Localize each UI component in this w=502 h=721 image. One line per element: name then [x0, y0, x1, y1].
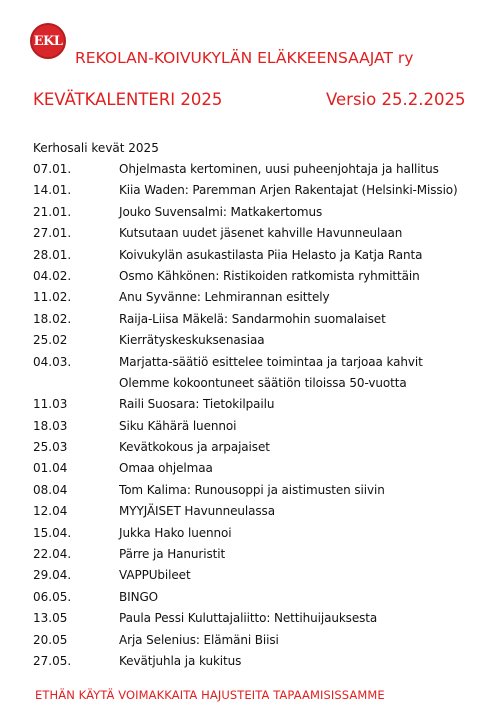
event-date: 25.02 [33, 333, 68, 348]
event-list [0, 159, 502, 672]
event-description: Jouko Suvensalmi: Matkakertomus [119, 204, 323, 219]
event-row [0, 608, 502, 629]
event-row [0, 180, 502, 201]
event-description: Osmo Kähkönen: Ristikoiden ratkomista ryhmittäin [119, 268, 420, 283]
event-description: Tom Kalima: Runousoppi ja aistimusten siivin [119, 482, 385, 497]
event-date: 06.05. [33, 589, 72, 604]
event-row [0, 523, 502, 544]
event-row [0, 202, 502, 223]
venue-subtitle: Kerhosali kevät 2025 [33, 141, 159, 155]
event-date: 29.04. [33, 568, 72, 583]
event-date: 04.02. [33, 268, 72, 283]
event-row [0, 437, 502, 458]
event-description: Ohjelmasta kertominen, uusi puheenjohtaja ja hallitus [119, 162, 439, 176]
calendar-title: KEVÄTKALENTERI 2025 [33, 90, 223, 109]
event-date: 18.02. [33, 311, 72, 326]
event-row [0, 352, 502, 373]
footer-notice: ETHÄN KÄYTÄ VOIMAKKAITA HAJUSTEITA TAPAAMISISSAMME [35, 688, 385, 702]
event-description: Siku Kähärä luennoi [119, 418, 237, 433]
event-date: 01.04 [33, 461, 68, 476]
event-description: Paula Pessi Kuluttajaliitto: Nettihuijauksesta [119, 611, 378, 626]
event-description: Kevätjuhla ja kukitus [119, 653, 242, 668]
event-date: 27.05. [33, 653, 72, 668]
event-description: Raili Suosara: Tietokilpailu [119, 397, 275, 412]
event-date: 11.03 [33, 397, 68, 412]
event-date: 07.01. [33, 162, 72, 176]
event-row [0, 159, 502, 180]
event-date: 21.01. [33, 204, 72, 219]
event-row [0, 458, 502, 479]
event-description: Pärre ja Hanuristit [119, 547, 226, 562]
event-row [0, 416, 502, 437]
event-description: Omaa ohjelmaa [119, 461, 213, 476]
organization-name: REKOLAN-KOIVUKYLÄN ELÄKKEENSAAJAT ry [75, 49, 414, 67]
event-description: Arja Selenius: Elämäni Biisi [119, 632, 279, 647]
event-row [0, 373, 502, 394]
event-date: 28.01. [33, 247, 72, 262]
event-row [0, 587, 502, 608]
event-row [0, 480, 502, 501]
event-date: 22.04. [33, 547, 72, 562]
event-description: Kutsutaan uudet jäsenet kahville Havunneulaan [119, 226, 403, 241]
event-description: VAPPUbileet [119, 568, 191, 583]
event-description: BINGO [119, 589, 158, 604]
event-description: Marjatta-säätiö esittelee toimintaa ja tarjoaa kahvit [119, 354, 423, 369]
event-date: 04.03. [33, 354, 72, 369]
event-date: 27.01. [33, 226, 72, 241]
event-description: MYYJÄISET Havunneulassa [119, 504, 275, 519]
event-description: Raija-Liisa Mäkelä: Sandarmohin suomalaiset [119, 311, 386, 326]
event-row [0, 245, 502, 266]
event-row [0, 223, 502, 244]
event-row [0, 394, 502, 415]
event-date: 15.04. [33, 525, 72, 540]
event-date: 25.03 [33, 440, 68, 455]
ekl-logo [30, 23, 66, 59]
event-row [0, 565, 502, 586]
event-row [0, 287, 502, 308]
event-row [0, 630, 502, 651]
event-description: Kevätkokous ja arpajaiset [119, 440, 270, 455]
event-row [0, 501, 502, 522]
logo-text: EKL [33, 33, 63, 49]
event-date: 18.03 [33, 418, 68, 433]
event-row [0, 330, 502, 351]
event-date: 11.02. [33, 290, 72, 305]
event-row [0, 544, 502, 565]
event-description: Kierrätyskeskuksenasiaa [119, 333, 265, 348]
event-description: Anu Syvänne: Lehmirannan esittely [119, 290, 330, 305]
event-date: 13.05 [33, 611, 68, 626]
event-description: Olemme kokoontuneet säätiön tiloissa 50-vuotta [119, 375, 407, 390]
version-label: Versio 25.2.2025 [326, 90, 466, 109]
event-date: 20.05 [33, 632, 68, 647]
event-date: 12.04 [33, 504, 68, 519]
event-row [0, 651, 502, 672]
event-row [0, 309, 502, 330]
event-date: 08.04 [33, 482, 68, 497]
event-date: 14.01. [33, 183, 72, 198]
event-description: Jukka Hako luennoi [119, 525, 232, 540]
event-description: Koivukylän asukastilasta Piia Helasto ja Katja Ranta [119, 247, 423, 262]
event-description: Kiia Waden: Paremman Arjen Rakentajat (Helsinki-Missio) [119, 183, 458, 198]
event-row [0, 266, 502, 287]
